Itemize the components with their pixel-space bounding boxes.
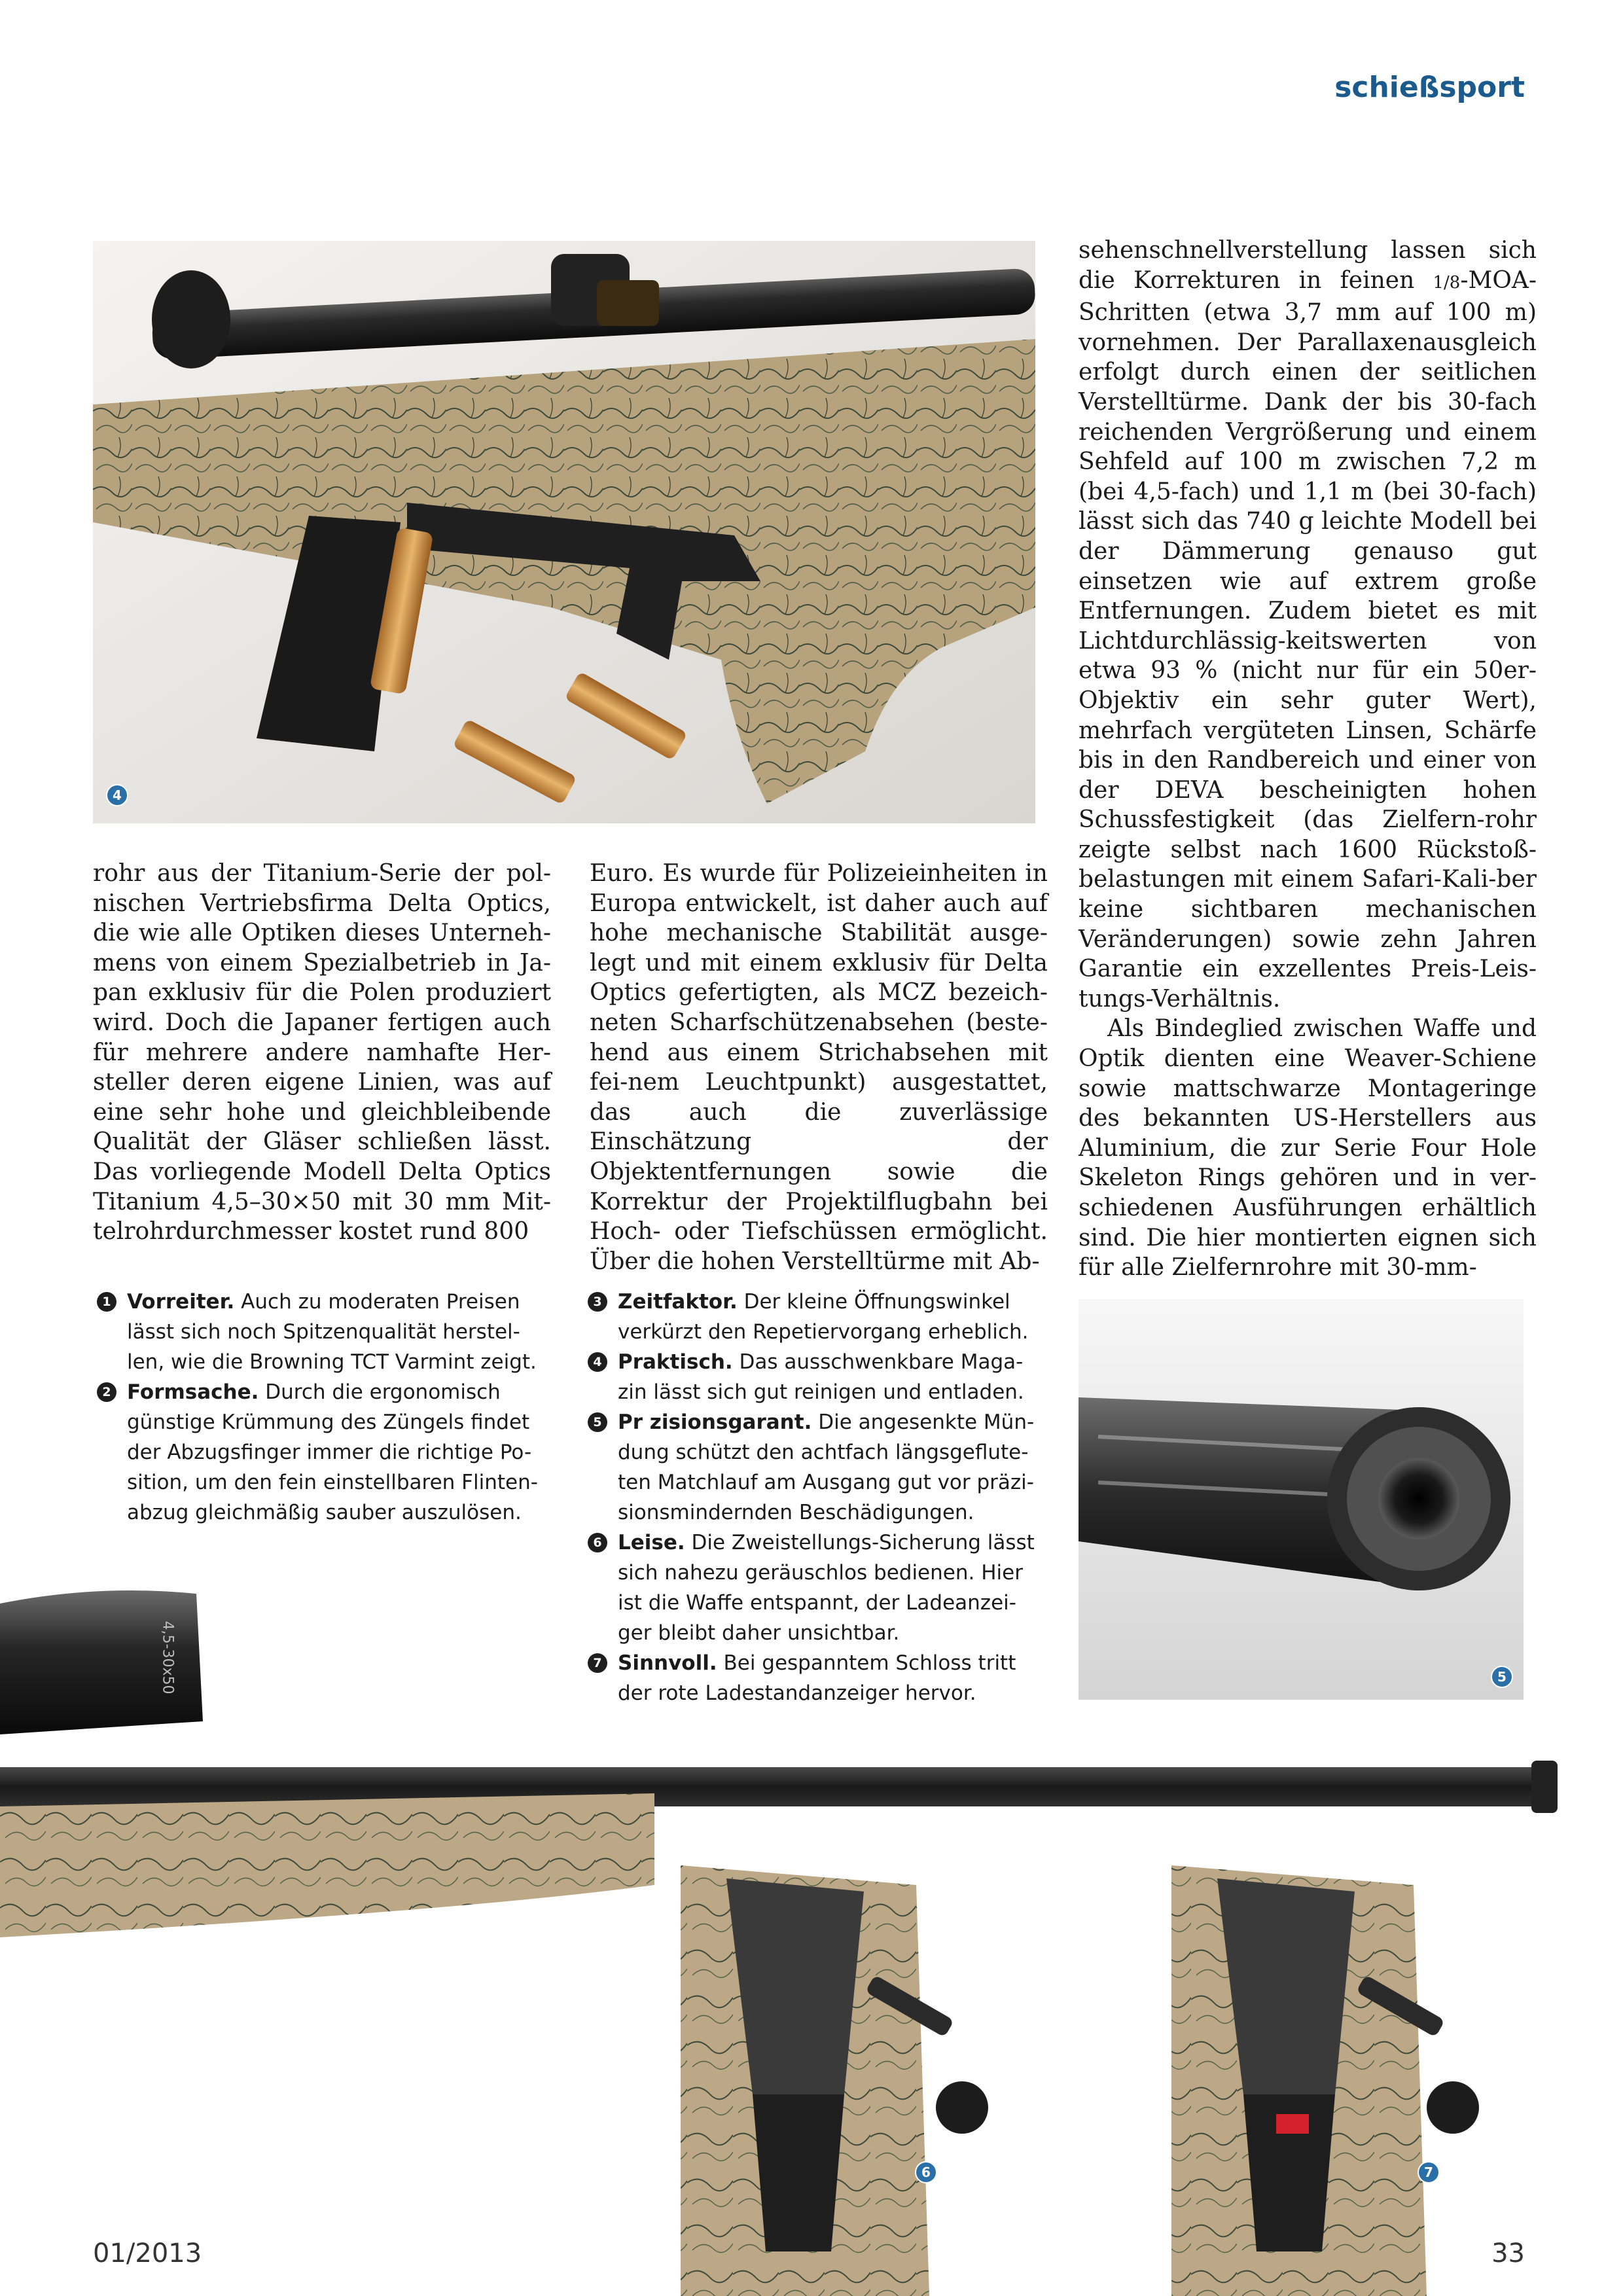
caption-number: 6 — [588, 1533, 607, 1552]
column-1-text: rohr aus der Titanium-Serie der pol-nischen Vertriebsfirma Delta Optics, die wie alle Optiken dieses Unterneh-mens von einem Spezialbetrieb in Ja-pan exklusiv für die Polen produziert wird. Doch die Japaner fertigen auch für mehrere andere namhafte Her-steller deren eigene Linien, was auf eine sehr hohe und gleichbleibende Qualität der Gläser schließen lässt. Das vorliegende Modell Delta Optics Titanium 4,5–30×50 mit 30 mm Mit-telrohrdurchmesser kostet rund 800 — [93, 860, 551, 1246]
caption-item — [97, 1377, 542, 1528]
photo-number-badge: 7 — [1418, 2161, 1440, 2183]
photo-number-badge: 5 — [1491, 1666, 1513, 1688]
caption-number: 2 — [97, 1382, 116, 1402]
caption-item — [588, 1287, 1039, 1347]
caption-number: 1 — [97, 1292, 116, 1312]
fraction: 1/8 — [1433, 272, 1461, 293]
column-2-text: Euro. Es wurde für Polizeieinheiten in Europa entwickelt, ist daher auch auf hohe mechanische Stabilität ausge-legt und mit einem exklusiv für Delta Optics gefertigten, als MCZ bezeich-neten Scharfschützenabsehen (beste-hend aus einem Strichabsehen mit fei-nem Leuchtpunkt) ausgestattet, das auch die zuverlässige Einschätzung der Objektentfernungen sowie die Korrektur der Projektilflugbahn bei Hoch- oder Tiefschüssen ermöglicht. Über die hohen Verstelltürme mit Ab- — [590, 860, 1048, 1275]
caption-text: Durch die ergonomisch günstige Krümmung des Züngels findet der Abzugsfinger immer die richtige Po-sition, um den fein einstellbaren Flinten-abzug gleichmäßig sauber auszulösen. — [127, 1380, 538, 1524]
caption-text: Die Zweistellungs-Sicherung lässt sich nahezu geräuschlos bedienen. Hier ist die Waffe entspannt, der Ladeanzei-ger bleibt daher unsichtbar. — [618, 1531, 1035, 1645]
caption-head: Leise. — [618, 1531, 685, 1554]
caption-head: Pr zisionsgarant. — [618, 1410, 812, 1434]
page-number: 33 — [1491, 2238, 1525, 2269]
caption-item — [97, 1287, 542, 1377]
caption-text: Das ausschwenkbare Maga-zin lässt sich gut reinigen und entladen. — [618, 1350, 1024, 1404]
column-3-paragraph-2: Als Bindeglied zwischen Waffe und Optik dienten eine Weaver-Schiene sowie mattschwarze Montageringe des bekannten US-Herstellers aus Aluminium, die zur Serie Four Hole Skeleton Rings gehören und in ver-schiedenen Ausführungen erhältlich sind. Die hier montierten eignen sich für alle Zielfernrohre mit 30-mm- — [1079, 1015, 1537, 1282]
photo-magazine-rifle — [93, 241, 1035, 823]
caption-number: 4 — [588, 1352, 607, 1372]
caption-item — [588, 1407, 1039, 1528]
caption-number: 7 — [588, 1653, 607, 1673]
caption-text: Bei gespanntem Schloss tritt der rote Ladestandanzeiger hervor. — [618, 1651, 1016, 1705]
caption-text: Auch zu moderaten Preisen lässt sich noch Spitzenqualität herstel-len, wie die Browning TCT Varmint zeigt. — [127, 1290, 537, 1374]
issue-number: 01/2013 — [93, 2238, 202, 2269]
scope-marking: 4,5-30x50 — [159, 1621, 176, 1695]
caption-number: 3 — [588, 1292, 607, 1312]
text-column-2 — [590, 859, 1048, 1276]
caption-head: Zeitfaktor. — [618, 1290, 738, 1314]
caption-text: Der kleine Öffnungswinkel verkürzt den Repetiervorgang erheblich. — [618, 1290, 1029, 1344]
captions-left — [97, 1287, 542, 1528]
photo-rifle-profile — [0, 1571, 1623, 2296]
caption-number: 5 — [588, 1412, 607, 1432]
caption-head: Praktisch. — [618, 1350, 733, 1374]
caption-text: Die angesenkte Mün-dung schützt den achtfach längsgeflute-ten Matchlauf am Ausgang gut vor präzi-sionsmindernden Beschädigungen. — [618, 1410, 1035, 1524]
caption-head: Sinnvoll. — [618, 1651, 717, 1675]
photo-number-badge: 6 — [915, 2161, 937, 2183]
rifle-scope-illustration — [93, 241, 1035, 823]
caption-head: Vorreiter. — [127, 1290, 235, 1314]
column-3-paragraph-1: sehenschnellverstellung lassen sich die Korrekturen in feinen 1/8-MOA-Schritten (etwa 3,7 mm auf 100 m) vornehmen. Der Parallaxenausgleich erfolgt durch einen der seitlichen Verstelltürme. Dank der bis 30-fach reichenden Vergrößerung und einem Sehfeld auf 100 m zwischen 7,2 m (bei 4,5-fach) und 1,1 m (bei 30-fach) lässt sich das 740 g leichte Modell bei der Dämmerung genauso gut einsetzen wie auf extrem große Entfernungen. Zudem bietet es mit Lichtdurchlässig-keitswerten von etwa 93 % (nicht nur für ein 50er-Objektiv ein sehr guter Wert), mehrfach vergüteten Linsen, Schärfe bis in den Randbereich und einer von der DEVA bescheinigten hohen Schussfestigkeit (das Zielfern-rohr zeigte selbst nach 1600 Rückstoß-belastungen mit einem Safari-Kali-ber keine sichtbaren mechanischen Veränderungen) sowie zehn Jahren Garantie ein exzellentes Preis-Leis-tungs-Verhältnis. — [1079, 237, 1537, 1013]
caption-head: Formsache. — [127, 1380, 259, 1404]
photo-number-badge: 4 — [106, 784, 128, 806]
text-column-1 — [93, 859, 551, 1247]
text-column-3 — [1079, 236, 1537, 1283]
caption-item — [588, 1347, 1039, 1407]
rifle-profile-illustration — [0, 1571, 1623, 2296]
section-label: schießsport — [1334, 71, 1525, 104]
